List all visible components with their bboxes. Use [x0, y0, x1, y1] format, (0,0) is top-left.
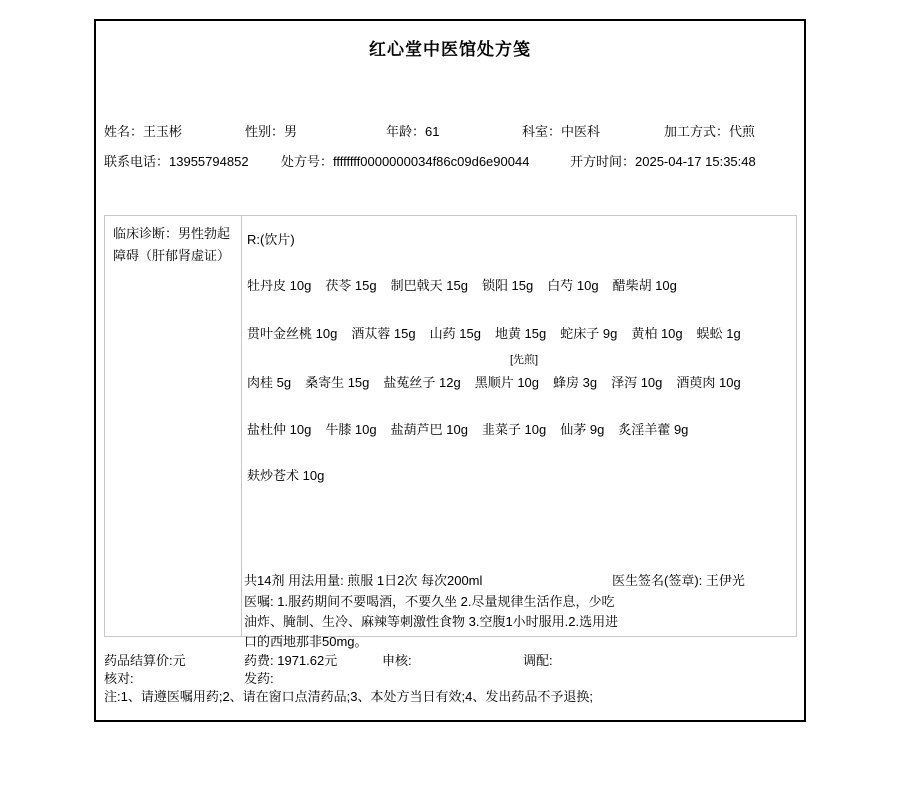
herb-item: 白芍 10g: [547, 278, 599, 293]
dispense-field: 发药:: [244, 671, 274, 686]
prepare-field: 调配:: [523, 653, 553, 668]
rx-line-2: [247, 323, 755, 342]
settle-price-field: [104, 650, 186, 669]
herb-item: 仙茅 9g: [560, 422, 605, 437]
rx-line-5: [247, 465, 338, 484]
herb-item: 地黄 15g: [494, 326, 547, 341]
clinical-diagnosis: [105, 216, 242, 636]
prescription-number-value: ffffffff0000000034f86c09d6e90044: [333, 154, 530, 169]
rx-line-4: [247, 419, 702, 438]
fee-label: 药费:: [244, 653, 278, 668]
doctor-advice: [244, 592, 618, 652]
herb-item: 锁阳 15g: [481, 278, 534, 293]
herb-item: 麸炒苍术 10g: [247, 468, 325, 483]
herb-item: 蜂房 3g: [553, 375, 598, 390]
prescription-body-box: [104, 215, 797, 649]
patient-gender-label: 性别：: [245, 124, 285, 139]
herb-item: 盐杜仲 10g: [247, 422, 312, 437]
rx-header: R:(饮片): [247, 232, 295, 247]
review-field: 申核:: [382, 653, 412, 668]
processing-method-label: 加工方式：: [664, 124, 730, 139]
herb-item: 茯苓 15g: [325, 278, 377, 293]
phone-label: 联系电话：: [104, 154, 170, 169]
settle-price-label: 药品结算价:: [104, 653, 173, 668]
footer-note: 注:1、请遵医嘱用药;2、请在窗口点清药品;3、本处方当日有效;4、发出药品不予退换;: [104, 689, 593, 704]
herb-item: 牛膝 10g: [325, 422, 377, 437]
herb-item: 肉桂 5g: [247, 375, 292, 390]
department-value: 中医科: [561, 124, 601, 139]
patient-name-value: 王玉彬: [143, 124, 183, 139]
department-field: [522, 121, 600, 140]
diagnosis-label: 临床诊断：: [113, 226, 179, 241]
doctor-advice-line: 医嘱: 1.服药期间不要喝酒，不要久坐 2.尽量规律生活作息，少吃: [244, 594, 615, 609]
herb-item: 醋柴胡 10g: [612, 278, 677, 293]
issue-time-field: [570, 151, 756, 170]
patient-age-field: [386, 121, 439, 140]
settle-price-value: 元: [172, 653, 186, 668]
usage-line: 共14剂 用法用量: 煎服 1日2次 每次200ml: [244, 573, 483, 588]
patient-name-label: 姓名：: [104, 124, 144, 139]
rx-line-3: [247, 372, 755, 391]
prescription-number-field: [281, 151, 529, 170]
herb-item: 泽泻 10g: [611, 375, 663, 390]
herb-item: 桑寄生 15g: [305, 375, 370, 390]
prescription-sheet: [94, 19, 806, 722]
phone-field: [104, 151, 249, 170]
herb-item: 蛇床子 9g: [560, 326, 618, 341]
herb-item: 山药 15g: [429, 326, 481, 341]
herb-item: 盐葫芦巴 10g: [390, 422, 468, 437]
patient-age-value: 61: [425, 124, 440, 139]
issue-time-label: 开方时间：: [570, 154, 636, 169]
rx-line-1: [247, 275, 691, 294]
herb-item: 黑顺片 10g: [474, 375, 540, 390]
herb-item: 蜈蚣 1g: [696, 326, 741, 341]
department-label: 科室：: [522, 124, 562, 139]
herb-item: 盐菟丝子 12g: [383, 375, 461, 390]
patient-age-label: 年龄：: [386, 124, 426, 139]
processing-method-field: [664, 121, 755, 140]
diagnosis-value: 男性勃起障碍（肝郁肾虚证）: [113, 226, 231, 263]
phone-value: 13955794852: [169, 154, 249, 169]
check-field: 核对:: [104, 671, 134, 686]
herb-item: 炙淫羊藿 9g: [618, 422, 689, 437]
fee-value: 1971.62元: [277, 653, 338, 668]
rx-content-cell: [242, 216, 796, 649]
herb-item: 韭菜子 10g: [481, 422, 547, 437]
issue-time-value: 2025-04-17 15:35:48: [635, 154, 756, 169]
herb-item: 酒萸肉 10g: [676, 375, 741, 390]
herb-item: 黄柏 10g: [631, 326, 683, 341]
doctor-advice-line: 口的西地那非50mg。: [244, 634, 368, 649]
fee-field: [244, 650, 337, 669]
doctor-advice-line: 油炸、腌制、生冷、麻辣等刺激性食物 3.空腹1小时服用.2.选用进: [244, 614, 619, 629]
herb-item: 酒苁蓉 15g: [351, 326, 416, 341]
doctor-signature-label: 医生签名(签章):: [612, 573, 706, 588]
doctor-signature-value: 王伊光: [705, 573, 745, 588]
patient-name-field: [104, 121, 182, 140]
prescription-number-label: 处方号：: [281, 154, 334, 169]
herb-item: 牡丹皮 10g: [247, 278, 312, 293]
patient-gender-field: [245, 121, 297, 140]
page-title: 红心堂中医馆处方笺: [369, 40, 531, 59]
doctor-signature-field: [612, 570, 745, 589]
herb-item: 制巴戟天 15g: [390, 278, 468, 293]
herb-item: 贯叶金丝桃 10g: [247, 326, 338, 341]
processing-method-value: 代煎: [729, 124, 756, 139]
pre-decoct-note: [先煎]: [510, 354, 539, 366]
patient-gender-value: 男: [284, 124, 298, 139]
